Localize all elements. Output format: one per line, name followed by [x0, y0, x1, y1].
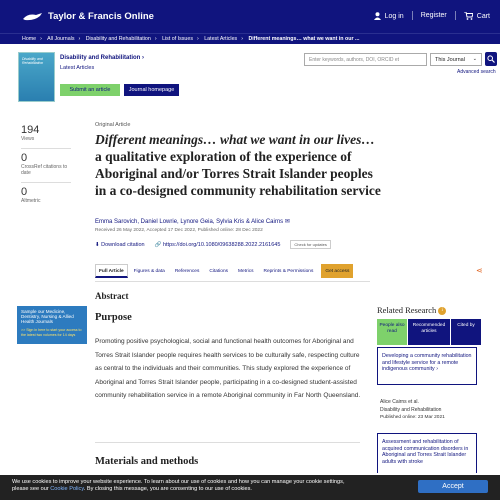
info-icon[interactable]: i	[438, 307, 446, 315]
related-research-heading: Related Research i	[377, 305, 446, 315]
cookie-policy-link[interactable]: Cookie Policy	[50, 486, 84, 492]
journal-title[interactable]: Disability and Rehabilitation ›	[60, 55, 145, 61]
tab-metrics[interactable]: Metrics	[238, 269, 254, 274]
related-tabs	[377, 319, 481, 345]
chevron-right-icon: ›	[142, 55, 145, 61]
chevron-down-icon: ⌄	[472, 56, 477, 62]
related-article-link[interactable]: Assessment and rehabilitation of acquired communication disorders in Aboriginal and Torres Strait Islander adults with stroke	[377, 433, 477, 473]
article-dates: Received 26 May 2022, Accepted 17 Dec 2022, Published online: 28 Dec 2022	[95, 228, 263, 233]
tab-people-also-read[interactable]: People also read	[377, 319, 407, 345]
purpose-heading: Purpose	[95, 312, 132, 323]
tab-references[interactable]: References	[174, 269, 200, 274]
check-updates-badge[interactable]: Check for updates	[290, 240, 330, 249]
journal-homepage-button[interactable]: Journal homepage	[124, 84, 179, 96]
tab-full-article[interactable]: Full Article	[95, 264, 128, 278]
download-icon: ⬇	[95, 241, 100, 248]
metric-views: 194 Views	[21, 124, 71, 149]
tab-figures[interactable]: Figures & data	[133, 269, 165, 274]
divider	[95, 442, 360, 443]
advanced-search-link[interactable]: Advanced search	[457, 69, 496, 75]
article-title: Different meanings… what we want in our lives… a qualitative exploration of the experience of Aboriginal and/or Torres Strait Islander peoples in a co-designed community rehabilitation service	[95, 132, 381, 198]
abstract-heading: Abstract	[95, 291, 129, 301]
purpose-text: Promoting positive psychological, social and functional health outcomes for Aboriginal and Torres Strait Islander people requires health services to be culturally safe, respecting culture as central to the individuals and their communities. This study explored the experience of Aboriginal and Torres Strait Islander people, participating in a co-designed student-assisted community rehabilitation service in a remote Aboriginal community in Far North Queensland.	[95, 338, 361, 399]
lamp-icon	[22, 10, 44, 22]
search-scope-select[interactable]: This Journal ⌄	[430, 53, 482, 66]
share-icon[interactable]: ⋖	[476, 266, 483, 275]
email-icon: ✉	[284, 219, 290, 225]
tab-citations[interactable]: Citations	[209, 269, 229, 274]
tab-recommended[interactable]: Recommended articles	[408, 319, 450, 345]
breadcrumb-latest[interactable]: Latest Articles	[204, 36, 238, 42]
doi-link[interactable]: 🔗 https://doi.org/10.1080/09638288.2022.2161645	[154, 241, 281, 248]
chevron-right-icon: ›	[436, 366, 438, 372]
breadcrumb-issues[interactable]: List of Issues	[162, 36, 193, 42]
divider	[95, 281, 370, 282]
login-link[interactable]: Log in	[374, 12, 404, 20]
link-icon: 🔗	[154, 241, 162, 248]
breadcrumb-home[interactable]: Home	[22, 36, 37, 42]
breadcrumb: Home › All Journals › Disability and Rehabilitation › List of Issues › Latest Articles › Different meanings… what we want in our ...	[0, 33, 500, 44]
divider	[455, 11, 456, 20]
journal-cover[interactable]: Disability and Rehabilitation	[18, 52, 55, 102]
submit-article-button[interactable]: Submit an article	[60, 84, 120, 96]
author-list[interactable]: Emma Sarovich, Daniel Lowrie, Lynore Geia, Sylvia Kris & Alice Cairns ✉	[95, 219, 290, 225]
related-article-link[interactable]: Developing a community rehabilitation and lifestyle service for a remote indigenous community ›	[377, 347, 477, 385]
get-access-button[interactable]: Get access	[321, 264, 353, 278]
tab-reprints[interactable]: Reprints & Permissions	[263, 269, 314, 274]
search-input[interactable]: Enter keywords, authors, DOI, ORCID et	[304, 53, 427, 66]
article-metrics	[21, 124, 71, 213]
promo-banner[interactable]: Sample our Medicine, Dentistry, Nursing & Allied Health Journals >> Sign in here to start your access to the latest two volumes for 14 days	[17, 306, 87, 344]
cart-icon	[464, 12, 473, 20]
related-article-meta: Alice Cairns et al. Disability and Rehabilitation Published online: 23 Mar 2021	[380, 399, 445, 420]
article-type: Original Article	[95, 122, 131, 128]
breadcrumb-journal[interactable]: Disability and Rehabilitation	[85, 36, 151, 42]
metric-crossref: 0 CrossRef citations to date	[21, 152, 71, 183]
download-citation-link[interactable]: ⬇ Download citation	[95, 241, 145, 248]
cart-link[interactable]: Cart	[464, 12, 490, 20]
top-bar	[0, 0, 500, 33]
methods-heading: Materials and methods	[95, 456, 199, 467]
search-button[interactable]	[485, 52, 497, 66]
article-tabs	[95, 264, 353, 278]
breadcrumb-all-journals[interactable]: All Journals	[47, 36, 75, 42]
tab-cited-by[interactable]: Cited by	[451, 319, 481, 345]
latest-articles-link[interactable]: Latest Articles	[60, 65, 95, 71]
divider	[412, 11, 413, 20]
accept-cookies-button[interactable]: Accept	[418, 480, 488, 493]
register-link[interactable]: Register	[420, 12, 447, 19]
metric-altmetric: 0 Altmetric	[21, 186, 41, 204]
search-icon	[487, 55, 495, 63]
site-logo[interactable]: Taylor & Francis Online	[22, 10, 154, 22]
breadcrumb-current: Different meanings… what we want in our ...	[248, 36, 360, 42]
cookie-banner: We use cookies to improve your website experience. To learn about our use of cookies and how you can manage your cookie settings, please see our Cookie Policy. By closing this message, you are consenting to our use of cookies. Accept	[0, 475, 500, 500]
user-icon	[374, 12, 381, 20]
